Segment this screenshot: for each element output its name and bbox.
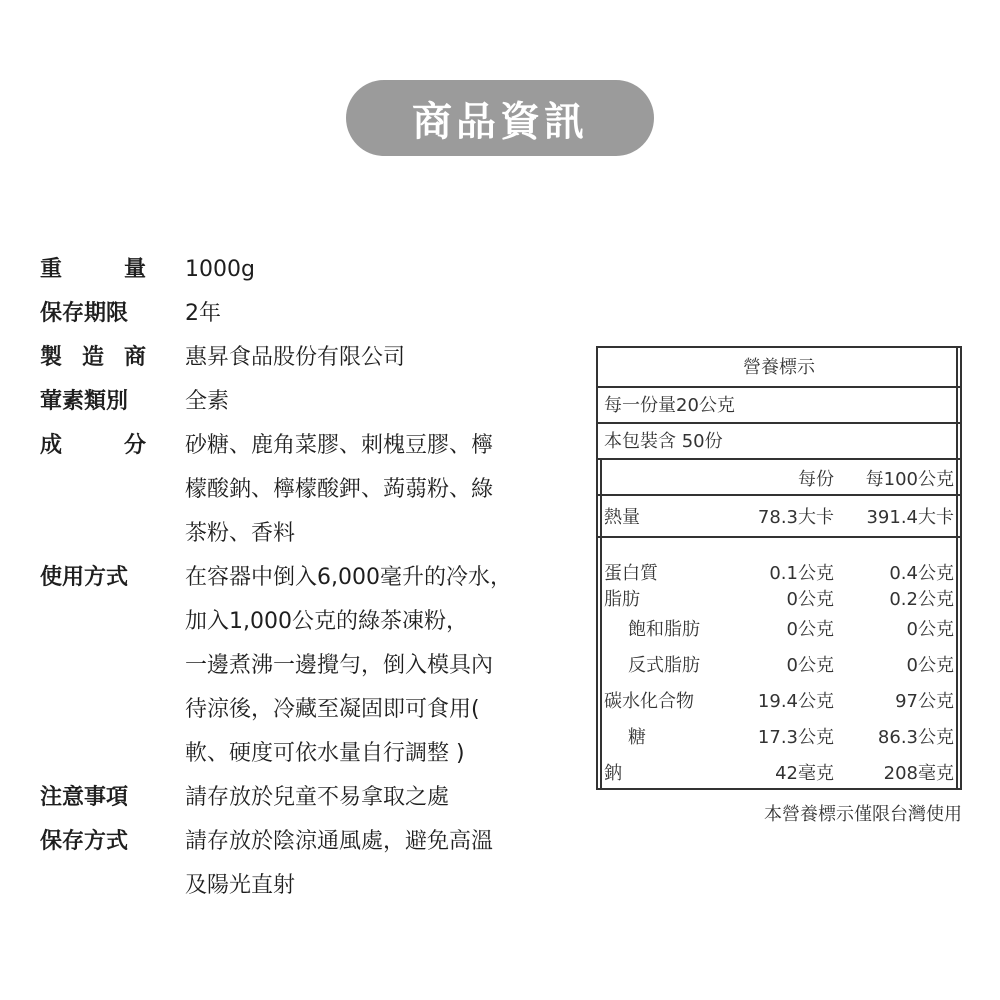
nutrient-per-serving: 0公克: [786, 619, 834, 640]
nutrient-per-100g: 0公克: [906, 619, 954, 640]
serving-size: 每一份量20公克: [604, 395, 735, 416]
nutrient-per-serving: 0公克: [786, 589, 834, 610]
info-value: [185, 424, 545, 556]
nutrition-note: 本營養標示僅限台灣使用: [764, 804, 962, 825]
info-label-part: 造: [81, 345, 104, 370]
info-value: [185, 380, 545, 424]
info-label-part: 成: [40, 433, 63, 458]
info-label: [40, 424, 146, 468]
info-value-line: 待涼後，冷藏至凝固即可食用(: [185, 697, 480, 722]
nutrient-per-serving: 17.3公克: [757, 727, 834, 748]
info-label: [40, 776, 146, 820]
info-value: [185, 820, 545, 908]
nutrient-per-serving: 78.3大卡: [757, 507, 834, 528]
info-value-line: 加入1,000公克的綠茶凍粉，: [185, 609, 468, 634]
nutrient-per-serving: 0公克: [786, 655, 834, 676]
info-label-part: 保存期限: [40, 301, 129, 326]
info-label-part: 製: [40, 345, 63, 370]
info-value-line: 1000g: [185, 257, 255, 282]
info-label-part: 葷素類別: [40, 389, 129, 414]
info-value-line: 請存放於陰涼通風處，避免高溫: [185, 829, 494, 854]
info-label-part: 重: [40, 257, 63, 282]
nutrient-per-serving: 42毫克: [775, 763, 834, 784]
info-label: [40, 248, 146, 292]
nutrition-title: 營養標示: [743, 357, 815, 378]
info-value-line: 惠昇食品股份有限公司: [185, 345, 406, 370]
info-value-line: 檬酸鈉、檸檬酸鉀、蒟蒻粉、綠: [185, 477, 494, 502]
nutrient-per-serving: 19.4公克: [757, 691, 834, 712]
info-value: [185, 336, 545, 380]
info-value: [185, 292, 545, 336]
info-value-line: 一邊煮沸一邊攪勻，倒入模具內: [185, 653, 494, 678]
nutrient-name: 熱量: [604, 507, 640, 528]
nutrient-per-100g: 97公克: [895, 691, 954, 712]
col-header-per-serving: 每份: [798, 469, 834, 490]
nutrition-table: [596, 346, 962, 790]
info-label: [40, 292, 146, 336]
info-label-part: 商: [123, 345, 146, 370]
nutrient-name: 碳水化合物: [604, 691, 694, 712]
nutrient-per-100g: 0.2公克: [889, 589, 954, 610]
nutrient-name: 糖: [628, 727, 646, 748]
info-label-part: 量: [123, 257, 146, 282]
nutrient-name: 飽和脂肪: [628, 619, 700, 640]
info-label: [40, 820, 146, 864]
nutrient-per-100g: 208毫克: [883, 763, 954, 784]
info-value-line: 砂糖、鹿角菜膠、刺槐豆膠、檸: [185, 433, 494, 458]
info-value-line: 在容器中倒入6,000毫升的冷水，: [185, 565, 512, 590]
info-value-line: 茶粉、香料: [185, 521, 296, 546]
col-header-per-100g: 每100公克: [865, 469, 954, 490]
info-value-line: 2年: [185, 301, 221, 326]
info-label: [40, 336, 146, 380]
info-label-part: 使用方式: [40, 565, 129, 590]
info-value: [185, 776, 545, 820]
nutrient-per-100g: 0公克: [906, 655, 954, 676]
page-title: 商品資訊: [346, 80, 654, 156]
info-value: [185, 556, 545, 776]
info-value-line: 軟、硬度可依水量自行調整 ): [185, 741, 465, 766]
nutrient-per-100g: 0.4公克: [889, 563, 954, 584]
servings-per-pack: 本包裝含 50份: [604, 431, 723, 452]
nutrient-per-serving: 0.1公克: [769, 563, 834, 584]
nutrient-name: 脂肪: [604, 589, 640, 610]
info-label-part: 分: [123, 433, 146, 458]
info-value-line: 請存放於兒童不易拿取之處: [185, 785, 450, 810]
info-label: [40, 556, 146, 600]
info-label-part: 保存方式: [40, 829, 129, 854]
nutrient-name: 鈉: [604, 763, 622, 784]
info-value: [185, 248, 545, 292]
info-value-line: 及陽光直射: [185, 873, 296, 898]
nutrient-per-100g: 86.3公克: [877, 727, 954, 748]
info-label-part: 注意事項: [40, 785, 129, 810]
nutrient-name: 蛋白質: [604, 563, 658, 584]
nutrient-per-100g: 391.4大卡: [866, 507, 954, 528]
info-value-line: 全素: [185, 389, 230, 414]
nutrient-name: 反式脂肪: [628, 655, 700, 676]
info-label: [40, 380, 146, 424]
